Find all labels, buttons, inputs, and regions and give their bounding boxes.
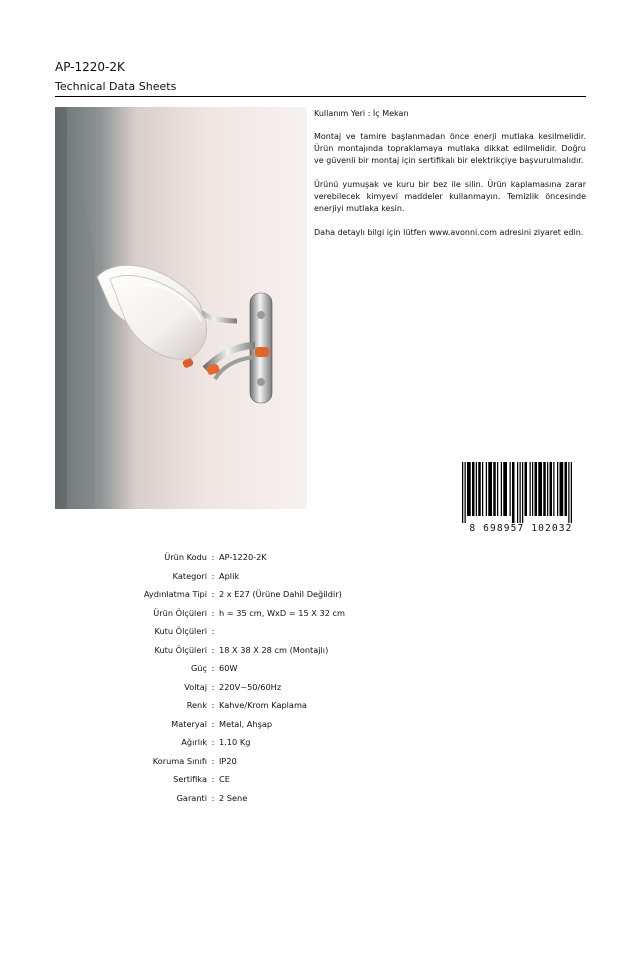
barcode-bar (510, 462, 511, 516)
spec-row (90, 585, 490, 604)
barcode-bar (517, 462, 518, 524)
barcode-bar (482, 462, 483, 516)
product-photo (55, 107, 307, 509)
spec-separator: : (211, 774, 215, 785)
barcode-digits: 8 698957 102032 (456, 523, 586, 534)
barcode-bar (535, 462, 538, 516)
spec-separator: : (211, 552, 215, 563)
barcode-bar (560, 462, 564, 516)
spec-label: Ağırlık (181, 737, 207, 748)
barcode-bar (520, 462, 521, 524)
spec-row (90, 641, 490, 660)
spec-separator: : (211, 792, 215, 803)
barcode-bar (465, 462, 466, 524)
spec-separator: : (211, 663, 215, 674)
barcode-bar (532, 462, 533, 516)
spec-row (90, 567, 490, 586)
barcode-bar (472, 462, 475, 516)
barcode-bar (503, 462, 507, 516)
info-text-block (314, 108, 586, 239)
barcode-bar (547, 462, 548, 516)
spec-row (90, 659, 490, 678)
header-divider (55, 96, 586, 97)
spec-label: Garanti (176, 792, 207, 803)
barcode-bar (488, 462, 492, 516)
spec-separator: : (211, 644, 215, 655)
spec-value: h = 35 cm, WxD = 15 X 32 cm (219, 607, 345, 618)
barcode-bar (553, 462, 554, 516)
spec-label: Güç (190, 663, 207, 674)
barcode-bar (571, 462, 572, 524)
spec-value: CE (219, 774, 230, 785)
safety-paragraph: Montaj ve tamire başlanmadan önce enerji mutlaka kesilmelidir. Ürün montajında topraklamaya mutlaka dikkat edilmelidir. Doğru ve güvenli bir montaj için sertifikalı bir elektrikçiye başvurulmalıdır. (314, 132, 586, 165)
spec-value: Kahve/Krom Kaplama (219, 700, 307, 711)
spec-table (90, 548, 490, 807)
barcode-bar (522, 462, 523, 524)
spec-row (90, 770, 490, 789)
barcode-bar (486, 462, 487, 516)
spec-label: Voltaj (184, 681, 207, 692)
spec-value: 18 X 38 X 28 cm (Montajlı) (219, 644, 329, 655)
spec-row (90, 733, 490, 752)
barcode-bar (478, 462, 481, 516)
spec-row (90, 678, 490, 697)
spec-separator: : (211, 570, 215, 581)
spec-separator: : (211, 737, 215, 748)
barcode-bar (467, 462, 471, 516)
spec-row (90, 622, 490, 641)
barcode-bar (557, 462, 558, 516)
cleaning-paragraph: Ürünü yumuşak ve kuru bir bez ile silin. Ürün kaplamasına zarar verebilecek kimyevi maddeler kullanmayın. Temizlik öncesinde enerjiyi mutlaka kesin. (314, 180, 586, 213)
spec-row (90, 752, 490, 771)
barcode-bar (568, 462, 569, 524)
spec-separator: : (211, 589, 215, 600)
spec-value: AP-1220-2K (219, 552, 267, 563)
spec-label: Ürün Kodu (164, 552, 207, 563)
barcode-bar (543, 462, 546, 516)
spec-value: 1.10 Kg (219, 737, 251, 748)
spec-separator: : (211, 681, 215, 692)
spec-label: Kutu Ölçüleri (154, 626, 207, 637)
barcode-bar (512, 462, 515, 524)
barcode-bar (501, 462, 502, 516)
barcode-bar (462, 462, 463, 524)
barcode-bar (538, 462, 542, 516)
website-paragraph: Daha detaylı bilgi için lütfen www.avonni.com adresini ziyaret edin. (314, 228, 584, 237)
spec-row (90, 548, 490, 567)
spec-label: Sertifika (173, 774, 207, 785)
barcode-bar (530, 462, 531, 516)
spec-label: Kutu Ölçüleri (154, 644, 207, 655)
spec-label: Renk (186, 700, 207, 711)
spec-value: 220V~50/60Hz (219, 681, 282, 692)
barcode-bar (493, 462, 496, 516)
spec-label: Aydınlatma Tipi (143, 589, 207, 600)
spec-value: IP20 (219, 755, 237, 766)
spec-label: Kategori (172, 570, 207, 581)
spec-row (90, 789, 490, 808)
spec-label: Ürün Ölçüleri (153, 607, 207, 618)
barcode-bar (565, 462, 568, 516)
spec-separator: : (211, 755, 215, 766)
spec-row (90, 715, 490, 734)
spec-separator: : (211, 607, 215, 618)
spec-value: Aplik (219, 570, 240, 581)
usage-location: Kullanım Yeri : İç Mekan (314, 109, 409, 118)
spec-separator: : (211, 700, 215, 711)
spec-row (90, 604, 490, 623)
spec-separator: : (211, 718, 215, 729)
spec-value: 60W (219, 663, 238, 674)
spec-value: 2 Sene (219, 792, 248, 803)
product-code-title: AP-1220-2K (55, 60, 125, 74)
barcode-bar (476, 462, 477, 516)
document-subtitle: Technical Data Sheets (55, 80, 177, 93)
spec-row (90, 696, 490, 715)
spec-label: Materyal (171, 718, 207, 729)
spec-value: Metal, Ahşap (219, 718, 273, 729)
spec-separator: : (211, 626, 215, 637)
barcode-bar (525, 462, 528, 516)
barcode-bar (497, 462, 498, 516)
barcode-bar (550, 462, 553, 516)
spec-value: 2 x E27 (Ürüne Dahil Değildir) (219, 589, 342, 600)
spec-label: Koruma Sınıfı (152, 755, 207, 766)
